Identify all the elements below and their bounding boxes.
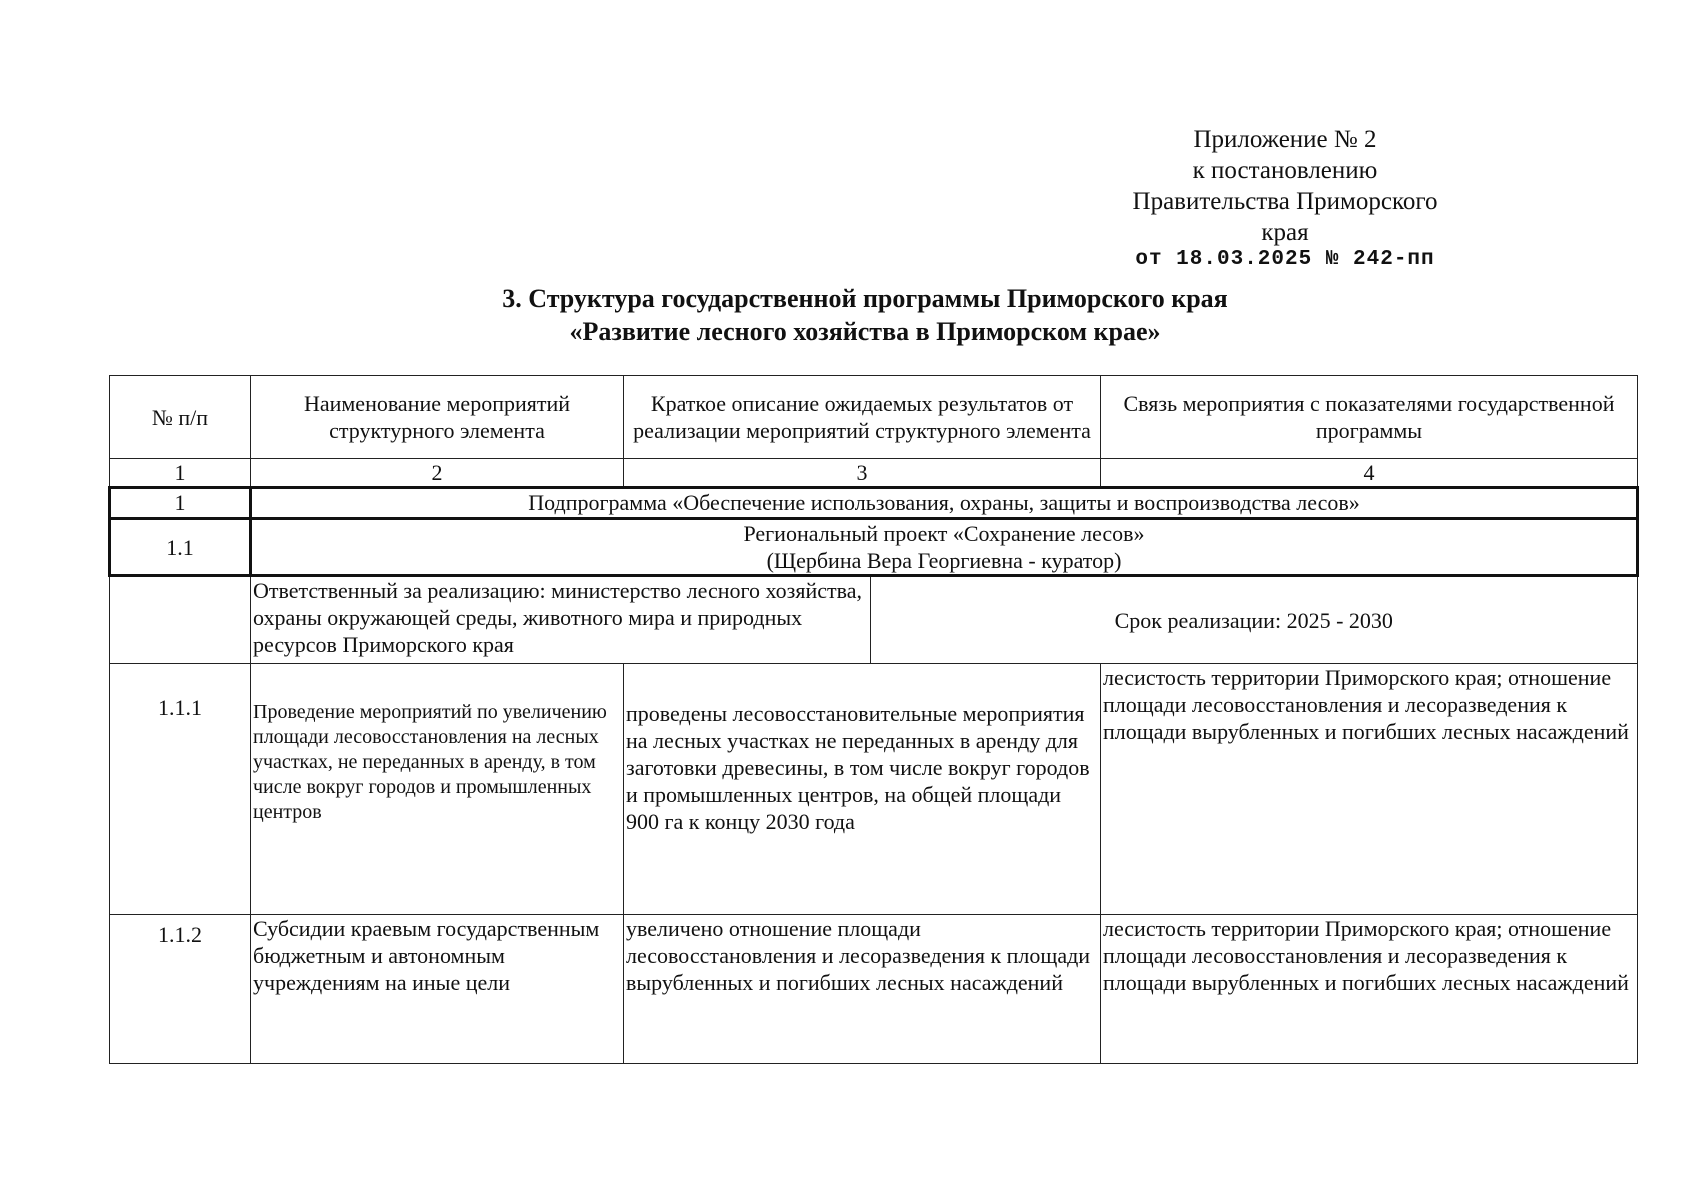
project-curator: (Щербина Вера Георгиевна - куратор) xyxy=(766,548,1122,573)
header-cell-result: Краткое описание ожидаемых результатов от реализации мероприятий структурного элемента xyxy=(624,376,1101,459)
measure-name: Проведение мероприятий по увеличению площади лесовосстановления на лесных участках, не переданных в аренду, в том числе вокруг городов и промышленных центров xyxy=(251,664,624,915)
program-structure-table xyxy=(108,375,1639,1064)
annex-line-1: Приложение № 2 xyxy=(1193,126,1377,153)
header-cell-name: Наименование мероприятий структурного элемента xyxy=(251,376,624,459)
responsible-inner xyxy=(251,577,1637,663)
row-number: 1.1.2 xyxy=(110,915,251,1064)
table-row xyxy=(110,915,1638,1064)
column-number: 1 xyxy=(110,459,251,488)
expected-result: проведены лесовосстановительные мероприятия на лесных участках не переданных в аренду для заготовки древесины, в том числе вокруг городов и промышленных центров, на общей площади 900 га к концу 2030 года xyxy=(624,664,1101,915)
project-row xyxy=(110,519,1638,576)
title-line-2: «Развитие лесного хозяйства в Приморском крае» xyxy=(569,317,1161,346)
annex-line-3: Правительства Приморского края xyxy=(1132,188,1438,246)
header-cell-number: № п/п xyxy=(110,376,251,459)
column-number: 4 xyxy=(1101,459,1638,488)
responsible-row xyxy=(110,576,1638,664)
subprogram-title: Подпрограмма «Обеспечение использования, охраны, защиты и воспроизводства лесов» xyxy=(251,488,1638,519)
measure-name: Субсидии краевым государственным бюджетным и автономным учреждениям на иные цели xyxy=(251,915,624,1064)
header-cell-indicators: Связь мероприятия с показателями государственной программы xyxy=(1101,376,1638,459)
responsible-number-cell xyxy=(110,576,251,664)
responsible-text: Ответственный за реализацию: министерство лесного хозяйства, охраны окружающей среды, животного мира и природных ресурсов Приморского края xyxy=(253,578,862,657)
title-line-1: 3. Структура государственной программы Приморского края xyxy=(502,284,1228,313)
annex-stamp xyxy=(1120,124,1450,272)
document-title xyxy=(100,282,1630,348)
project-name: Региональный проект «Сохранение лесов» xyxy=(743,521,1145,546)
registration-number: от 18.03.2025 № 242-пп xyxy=(1135,248,1435,271)
column-number: 3 xyxy=(624,459,1101,488)
project-number: 1.1 xyxy=(110,519,251,576)
expected-result: увеличено отношение площади лесовосстановления и лесоразведения к площади вырубленных и погибших лесных насаждений xyxy=(624,915,1101,1064)
program-indicators: лесистость территории Приморского края; отношение площади лесовосстановления и лесоразведения к площади вырубленных и погибших лесных насаждений xyxy=(1101,915,1638,1064)
program-indicators: лесистость территории Приморского края; отношение площади лесовосстановления и лесоразведения к площади вырубленных и погибших лесных насаждений xyxy=(1101,664,1638,915)
subprogram-row xyxy=(110,488,1638,519)
column-number-row xyxy=(110,459,1638,488)
column-number: 2 xyxy=(251,459,624,488)
annex-line-2: к постановлению xyxy=(1192,157,1378,184)
subprogram-number: 1 xyxy=(110,488,251,519)
table-row xyxy=(110,664,1638,915)
implementation-term: Срок реализации: 2025 - 2030 xyxy=(870,577,1637,663)
row-number: 1.1.1 xyxy=(110,664,251,915)
responsible-cell xyxy=(251,576,1638,664)
project-title xyxy=(251,519,1638,576)
table-header-row xyxy=(110,376,1638,459)
